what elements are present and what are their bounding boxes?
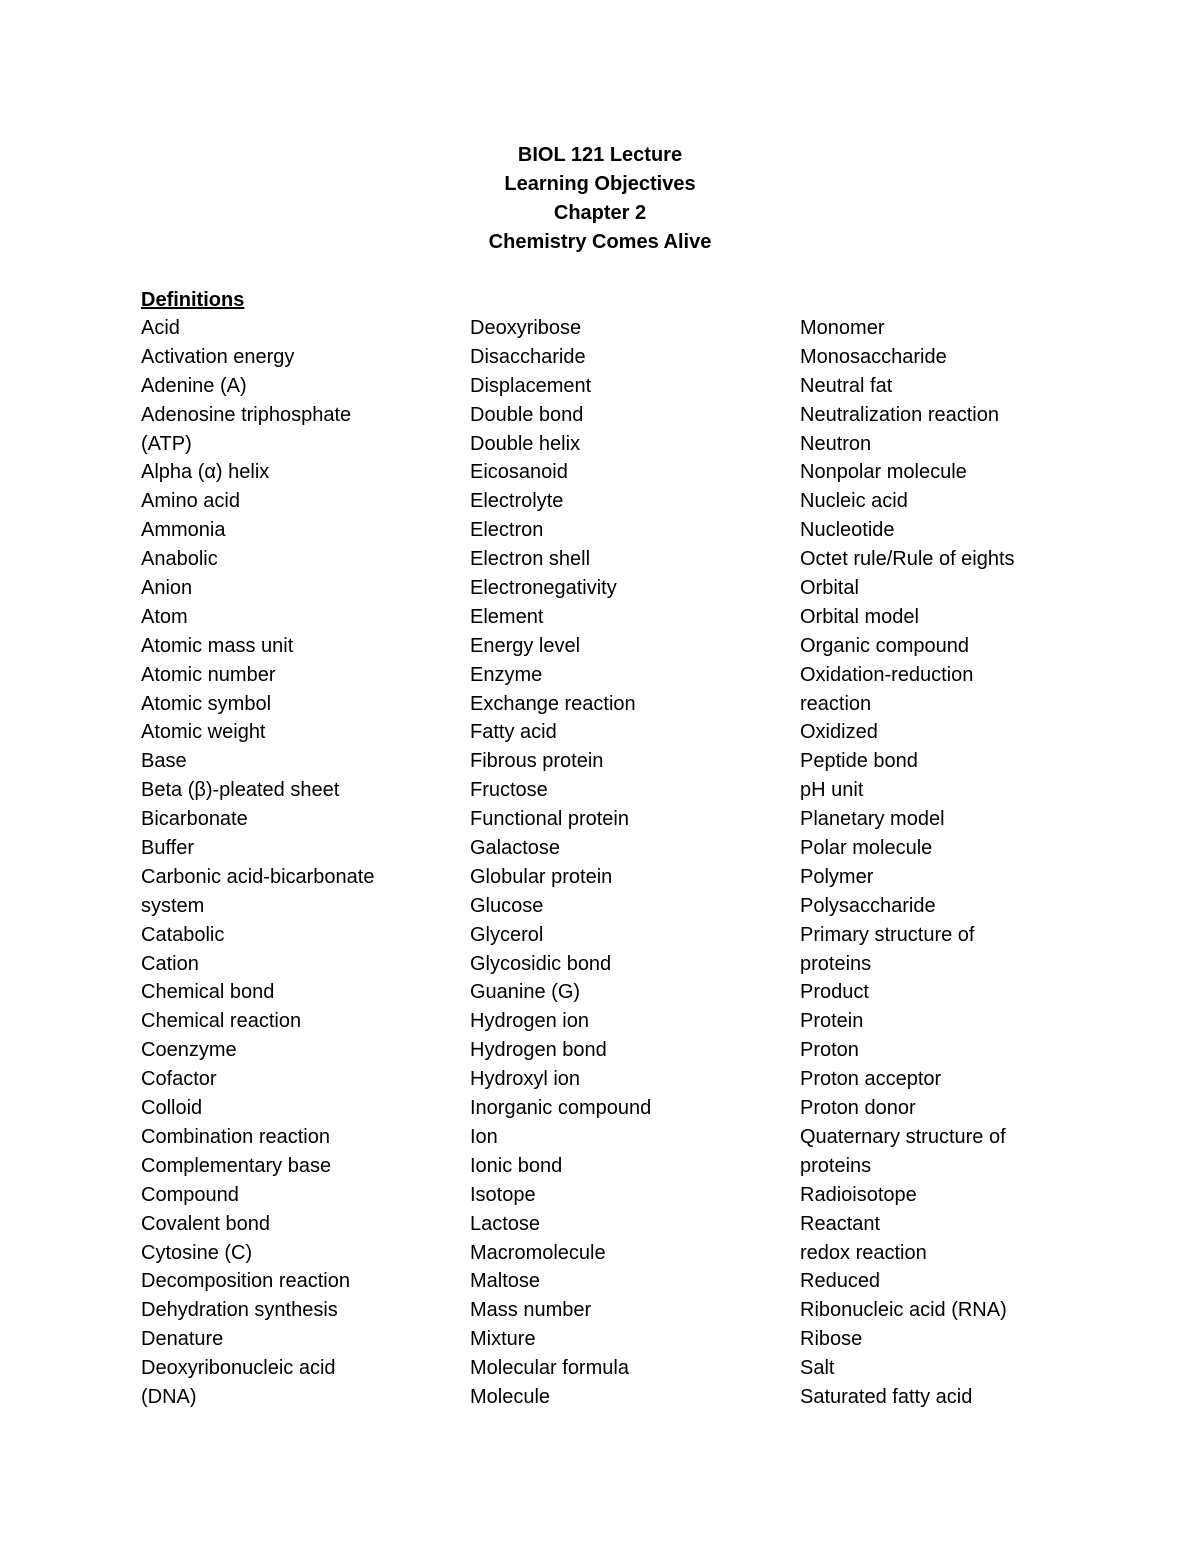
term-item: Atomic symbol xyxy=(141,692,272,715)
term-item: Covalent bond xyxy=(141,1212,270,1235)
term-item: Oxidation-reduction xyxy=(800,663,974,686)
term-item: Monomer xyxy=(800,317,885,339)
term-item: Orbital xyxy=(800,577,859,600)
term-item: Mixture xyxy=(470,1328,536,1351)
term-item: Glucose xyxy=(470,894,544,917)
term-item: Coenzyme xyxy=(141,1039,237,1062)
term-item: Dehydration synthesis xyxy=(141,1299,338,1322)
definitions-heading: Definitions xyxy=(141,289,245,311)
term-item: Electrolyte xyxy=(470,490,564,513)
term-item: Mass number xyxy=(470,1299,592,1322)
term-item: Radioisotope xyxy=(800,1183,917,1206)
term-item: Neutron xyxy=(800,432,872,455)
term-item: Orbital model xyxy=(800,605,919,628)
term-item: Energy level xyxy=(470,634,581,657)
terms-column-2 xyxy=(470,314,651,1412)
term-item: Lactose xyxy=(470,1212,541,1235)
term-item: Displacement xyxy=(470,374,592,397)
term-item: Anion xyxy=(141,577,193,600)
term-item: Reduced xyxy=(800,1270,881,1293)
term-item: Colloid xyxy=(141,1097,203,1120)
term-item: Molecule xyxy=(470,1385,551,1408)
term-item: Maltose xyxy=(470,1270,541,1293)
term-item: Element xyxy=(470,605,544,628)
terms-column-3 xyxy=(800,314,1015,1412)
term-item: Hydrogen ion xyxy=(470,1010,589,1033)
term-item: Organic compound xyxy=(800,634,969,657)
term-item: Fructose xyxy=(470,779,548,802)
term-item: Denature xyxy=(141,1328,224,1351)
term-item: pH unit xyxy=(800,779,864,802)
term-item: Globular protein xyxy=(470,865,613,888)
chapter-title: Chemistry Comes Alive xyxy=(488,231,712,253)
term-item: proteins xyxy=(800,1154,872,1177)
term-item: Carbonic acid-bicarbonate xyxy=(141,865,375,888)
term-item: Proton acceptor xyxy=(800,1068,942,1091)
term-item: Atom xyxy=(141,605,188,628)
term-item: Deoxyribonucleic acid xyxy=(141,1357,336,1380)
term-item: Atomic number xyxy=(141,663,276,686)
term-item: Beta (β)-pleated sheet xyxy=(141,779,340,802)
term-item: Saturated fatty acid xyxy=(800,1385,973,1408)
term-item: Buffer xyxy=(141,837,194,860)
term-item: Product xyxy=(800,981,869,1004)
term-item: Glycosidic bond xyxy=(470,952,612,975)
term-item: Hydroxyl ion xyxy=(470,1068,581,1091)
term-item: Compound xyxy=(141,1183,239,1206)
term-item: Planetary model xyxy=(800,808,945,831)
term-item: Adenine (A) xyxy=(141,374,247,397)
term-item: Atomic mass unit xyxy=(141,634,294,657)
term-item: Chemical reaction xyxy=(141,1010,302,1033)
term-item: Disaccharide xyxy=(470,345,586,368)
term-item: Glycerol xyxy=(470,923,544,946)
term-item: Primary structure of xyxy=(800,923,975,946)
term-item: Monosaccharide xyxy=(800,345,947,368)
term-item: Functional protein xyxy=(470,808,629,831)
term-item: Adenosine triphosphate xyxy=(141,403,352,426)
term-item: Fibrous protein xyxy=(470,750,604,773)
term-item: Neutralization reaction xyxy=(800,403,999,426)
term-item: Cofactor xyxy=(141,1068,217,1091)
term-item: redox reaction xyxy=(800,1241,927,1264)
chapter-number: Chapter 2 xyxy=(553,202,647,224)
term-item: Ion xyxy=(470,1125,498,1148)
term-item: Acid xyxy=(141,317,180,339)
term-item: reaction xyxy=(800,692,872,715)
terms-column-1 xyxy=(141,314,374,1412)
term-item: Oxidized xyxy=(800,721,878,744)
term-item: Molecular formula xyxy=(470,1357,629,1380)
term-item: Polymer xyxy=(800,865,874,888)
term-item: Neutral fat xyxy=(800,374,893,397)
term-item: Reactant xyxy=(800,1212,881,1235)
document-subtitle: Learning Objectives xyxy=(504,173,696,195)
term-item: (DNA) xyxy=(141,1385,197,1408)
term-item: Electronegativity xyxy=(470,577,617,600)
term-item: Complementary base xyxy=(141,1154,332,1177)
term-item: Bicarbonate xyxy=(141,808,248,831)
term-item: Salt xyxy=(800,1357,835,1380)
term-item: Enzyme xyxy=(470,663,543,686)
term-item: Quaternary structure of xyxy=(800,1125,1006,1148)
term-item: Proton donor xyxy=(800,1097,916,1120)
term-item: Double helix xyxy=(470,432,581,455)
term-item: Polysaccharide xyxy=(800,894,936,917)
course-title: BIOL 121 Lecture xyxy=(517,144,683,166)
term-item: Activation energy xyxy=(141,345,295,368)
term-item: Deoxyribose xyxy=(470,317,582,339)
term-item: Polar molecule xyxy=(800,837,933,860)
term-item: Amino acid xyxy=(141,490,240,513)
term-item: Exchange reaction xyxy=(470,692,636,715)
term-item: Isotope xyxy=(470,1183,536,1206)
term-item: Cytosine (C) xyxy=(141,1241,253,1264)
term-item: Atomic weight xyxy=(141,721,266,744)
term-item: Peptide bond xyxy=(800,750,918,773)
term-item: Base xyxy=(141,750,187,773)
document-header xyxy=(0,141,1200,257)
term-item: Double bond xyxy=(470,403,584,426)
term-item: Eicosanoid xyxy=(470,461,568,484)
term-item: Hydrogen bond xyxy=(470,1039,607,1062)
term-item: Macromolecule xyxy=(470,1241,606,1264)
term-item: Nonpolar molecule xyxy=(800,461,967,484)
term-item: Inorganic compound xyxy=(470,1097,652,1120)
term-item: (ATP) xyxy=(141,432,192,455)
term-item: Nucleic acid xyxy=(800,490,908,513)
term-item: Ribonucleic acid (RNA) xyxy=(800,1299,1007,1322)
term-item: Decomposition reaction xyxy=(141,1270,350,1293)
term-item: Proton xyxy=(800,1039,859,1062)
term-item: Combination reaction xyxy=(141,1125,330,1148)
term-item: Cation xyxy=(141,952,199,975)
term-item: Ammonia xyxy=(141,519,226,542)
term-item: Octet rule/Rule of eights xyxy=(800,548,1015,571)
term-item: proteins xyxy=(800,952,872,975)
term-item: Ribose xyxy=(800,1328,863,1351)
term-item: Alpha (α) helix xyxy=(141,461,270,484)
term-item: system xyxy=(141,894,205,917)
term-item: Anabolic xyxy=(141,548,218,571)
term-item: Nucleotide xyxy=(800,519,895,542)
term-item: Protein xyxy=(800,1010,864,1033)
term-item: Ionic bond xyxy=(470,1154,563,1177)
term-item: Guanine (G) xyxy=(470,981,581,1004)
term-item: Electron shell xyxy=(470,548,591,571)
term-item: Electron xyxy=(470,519,544,542)
term-item: Galactose xyxy=(470,837,561,860)
term-item: Catabolic xyxy=(141,923,225,946)
term-item: Fatty acid xyxy=(470,721,557,744)
term-item: Chemical bond xyxy=(141,981,275,1004)
